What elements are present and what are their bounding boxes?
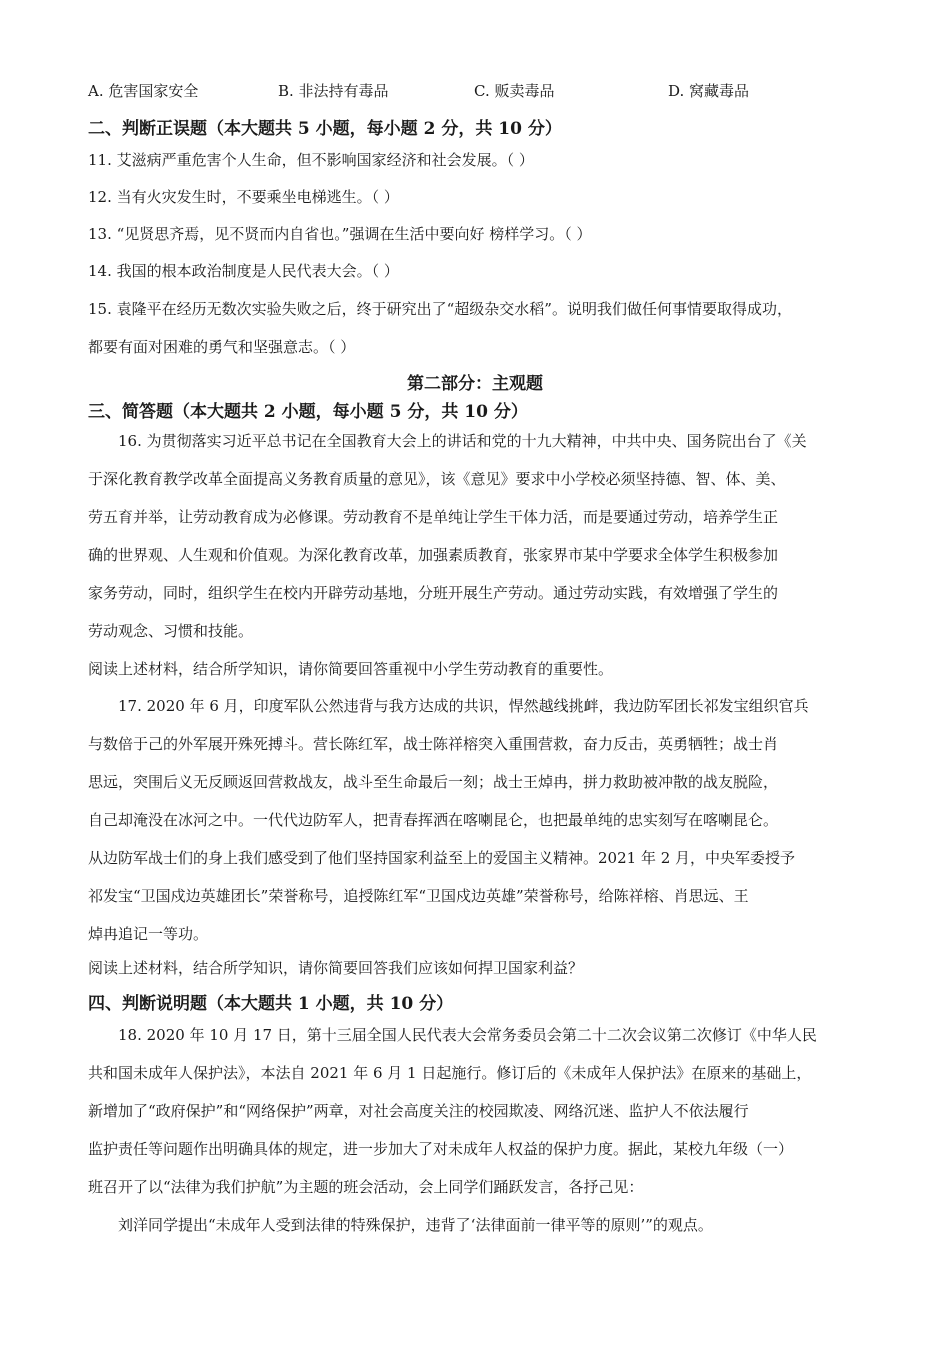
section3-heading: 三、简答题（本大题共 2 小题，每小题 5 分，共 10 分） xyxy=(88,402,528,422)
option-c: C. 贩卖毒品 xyxy=(474,82,555,100)
question-16-line: 于深化教育教学改革全面提高义务教育质量的意见》，该《意见》要求中小学校必须坚持德、智、体、美、 xyxy=(88,470,786,488)
question-18-line: 班召开了以“法律为我们护航”为主题的班会活动，会上同学们踊跃发言，各抒己见： xyxy=(88,1178,644,1196)
question-17-line: 17. 2020 年 6 月，印度军队公然违背与我方达成的共识，悍然越线挑衅，我边防军团长祁发宝组织官兵 xyxy=(118,697,809,715)
question-16-line: 劳动观念、习惯和技能。 xyxy=(88,622,254,640)
question-18-line: 共和国未成年人保护法》，本法自 2021 年 6 月 1 日起施行。修订后的《未成年人保护法》在原来的基础上， xyxy=(88,1064,812,1082)
question-17-line: 焯冉追记一等功。 xyxy=(88,925,209,943)
question-17-line: 从边防军战士们的身上我们感受到了他们坚持国家利益至上的爱国主义精神。2021 年 2 月，中央军委授予 xyxy=(88,849,796,867)
question-17-line: 祁发宝“卫国戍边英雄团长”荣誉称号，追授陈红军“卫国戍边英雄”荣誉称号，给陈祥榕、肖思远、王 xyxy=(88,887,749,905)
question-17-line: 与数倍于己的外军展开殊死搏斗。营长陈红军，战士陈祥榕突入重围营救，奋力反击，英勇牺牲；战士肖 xyxy=(88,735,779,753)
question-18-line: 监护责任等问题作出明确具体的规定，进一步加大了对未成年人权益的保护力度。据此，某校九年级（一） xyxy=(88,1140,794,1158)
question-18-line: 新增加了“政府保护”和“网络保护”两章，对社会高度关注的校园欺凌、网络沉迷、监护人不依法履行 xyxy=(88,1102,749,1120)
question-14: 14. 我国的根本政治制度是人民代表大会。（ ） xyxy=(88,262,399,280)
answer-options xyxy=(88,80,868,102)
question-16-line: 劳五育并举，让劳动教育成为必修课。劳动教育不是单纯让学生干体力活，而是要通过劳动，培养学生正 xyxy=(88,508,779,526)
question-15-line-1: 15. 袁隆平在经历无数次实验失败之后，终于研究出了“超级杂交水稻”。说明我们做任何事情要取得成功， xyxy=(88,300,792,318)
option-d: D. 窝藏毒品 xyxy=(668,82,750,100)
question-12: 12. 当有火灾发生时，不要乘坐电梯逃生。（ ） xyxy=(88,188,399,206)
question-18-line: 18. 2020 年 10 月 17 日，第十三届全国人民代表大会常务委员会第二十二次会议第二次修订《中华人民 xyxy=(118,1026,817,1044)
question-18-statement: 刘洋同学提出“未成年人受到法律的特殊保护，违背了‘法律面前一律平等的原则’”的观点。 xyxy=(118,1216,713,1234)
option-b: B. 非法持有毒品 xyxy=(278,82,389,100)
question-17-prompt: 阅读上述材料，结合所学知识，请你简要回答我们应该如何捍卫国家利益？ xyxy=(88,959,584,977)
question-16-line: 家务劳动，同时，组织学生在校内开辟劳动基地，分班开展生产劳动。通过劳动实践，有效增强了学生的 xyxy=(88,584,779,602)
question-15-line-2: 都要有面对困难的勇气和坚强意志。（ ） xyxy=(88,338,356,356)
question-16-line: 16. 为贯彻落实习近平总书记在全国教育大会上的讲话和党的十九大精神，中共中央、国务院出台了《关 xyxy=(118,432,807,450)
section4-heading: 四、判断说明题（本大题共 1 小题，共 10 分） xyxy=(88,994,454,1014)
section2-heading: 二、判断正误题（本大题共 5 小题，每小题 2 分，共 10 分） xyxy=(88,119,562,139)
part2-title: 第二部分：主观题 xyxy=(407,374,543,394)
question-13: 13. “见贤思齐焉，见不贤而内自省也。”强调在生活中要向好 榜样学习。（ ） xyxy=(88,225,592,243)
question-11: 11. 艾滋病严重危害个人生命，但不影响国家经济和社会发展。（ ） xyxy=(88,151,534,169)
question-16-line: 确的世界观、人生观和价值观。为深化教育改革，加强素质教育，张家界市某中学要求全体学生积极参加 xyxy=(88,546,779,564)
question-17-line: 自己却淹没在冰河之中。一代代边防军人，把青春挥洒在喀喇昆仑，也把最单纯的忠实刻写在喀喇昆仑。 xyxy=(88,811,779,829)
question-17-line: 思远，突围后义无反顾返回营救战友，战斗至生命最后一刻；战士王焯冉，拼力救助被冲散的战友脱险， xyxy=(88,773,779,791)
question-16-prompt: 阅读上述材料，结合所学知识，请你简要回答重视中小学生劳动教育的重要性。 xyxy=(88,660,614,678)
option-a: A. 危害国家安全 xyxy=(88,82,199,100)
